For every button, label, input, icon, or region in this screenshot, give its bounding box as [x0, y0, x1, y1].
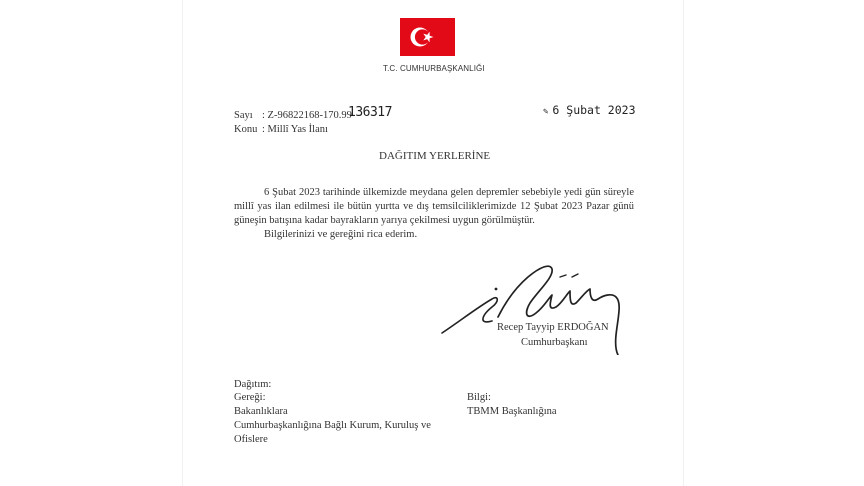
letter-body [234, 186, 634, 242]
bilgi-label: Bilgi: [467, 392, 491, 403]
signatory-name: Recep Tayyip ERDOĞAN [497, 322, 609, 333]
konu-label: Konu [234, 124, 258, 135]
institution-name: T.C. CUMHURBAŞKANLIĞI [383, 64, 485, 73]
closing-line: Bilgilerinizi ve gereğini rica ederim. [264, 229, 418, 240]
sayi-handwritten-number: 136317 [348, 105, 392, 120]
signatory-title: Cumhurbaşkanı [521, 337, 588, 348]
konu-value: : Millî Yas İlanı [262, 124, 328, 135]
date-stamp [543, 103, 636, 117]
geregi-label: Gereği: [234, 392, 266, 403]
geregi-item: Ofislere [234, 434, 268, 445]
geregi-item: Bakanlıklara [234, 406, 288, 417]
geregi-item: Cumhurbaşkanlığına Bağlı Kurum, Kuruluş ve [234, 420, 431, 431]
addressee-heading: DAĞITIM YERLERİNE [379, 150, 491, 162]
sayi-value: : Z-96822168-170.99- [262, 110, 356, 121]
bilgi-item: TBMM Başkanlığına [467, 406, 557, 417]
turkish-flag-icon [400, 18, 455, 56]
stamp-mark-icon: ✎ [543, 107, 549, 117]
date-value: 6 Şubat 2023 [552, 103, 636, 117]
distribution-title: Dağıtım: [234, 379, 272, 390]
sayi-label: Sayı [234, 110, 253, 121]
body-paragraph: 6 Şubat 2023 tarihinde ülkemizde meydana gelen depremler sebebiyle yedi gün süreyle millî yas ilan edilmesi ile bütün yurtta ve dış temsilciliklerimizde 12 Şubat 2023 Pazar günü güneşin batışına kadar bayrakların yarıya çekilmesi uygun görülmüştür. [234, 187, 634, 226]
